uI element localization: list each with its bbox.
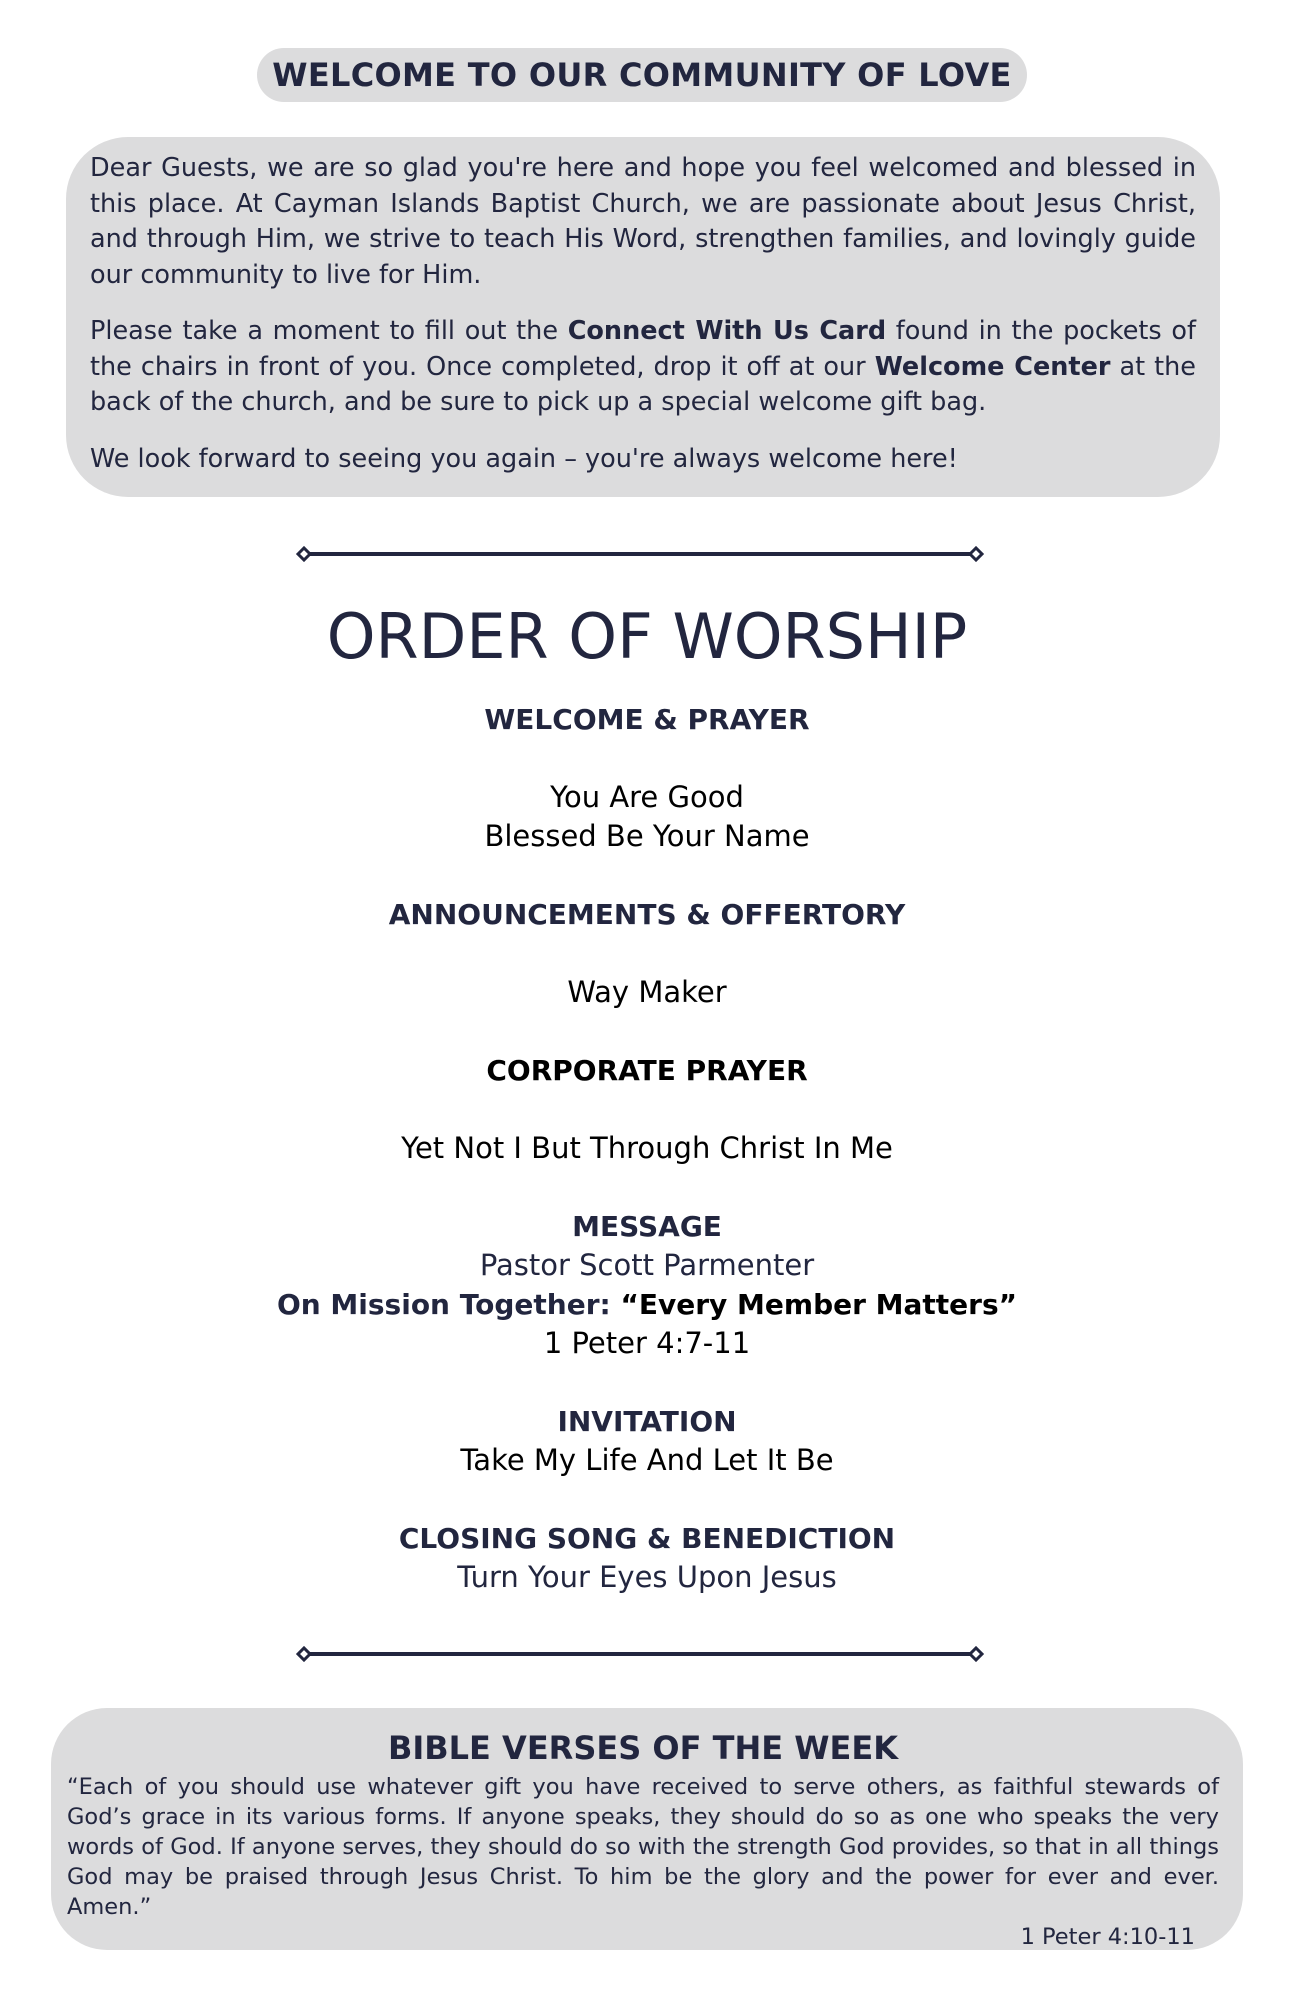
message-heading: MESSAGE <box>572 1210 722 1243</box>
welcome-message-panel <box>66 137 1220 497</box>
top-divider <box>296 546 984 562</box>
connect-card-label: Connect With Us Card <box>567 316 887 346</box>
welcome-prayer-heading: WELCOME & PRAYER <box>484 703 810 736</box>
welcome-p2-text-e: at the back of the church, and be sure to pick up a special welcome gift bag. <box>90 351 1196 417</box>
welcome-heading <box>257 48 1027 102</box>
announcements-heading: ANNOUNCEMENTS & OFFERTORY <box>388 898 906 931</box>
welcome-paragraph-1: Dear Guests, we are so glad you're here and hope you feel welcomed and blessed in this place. At Cayman Islands Baptist Church, we are passionate about Jesus Christ, and through Him, we strive to teach His Word, strengthen families, and lovingly guide our community to live for Him. <box>90 153 1196 290</box>
welcome-paragraph-2 <box>90 314 1196 421</box>
sermon-scripture: 1 Peter 4:7-11 <box>543 1326 751 1360</box>
bible-verses-panel <box>51 1708 1243 1950</box>
welcome-center-label: Welcome Center <box>874 351 1111 382</box>
welcome-p2-text-c: found in the pockets of the chairs in front of you. Once completed, drop it off at our <box>90 316 1196 382</box>
sermon-title <box>0 1285 1294 1324</box>
corporate-prayer-heading: CORPORATE PRAYER <box>486 1054 808 1087</box>
welcome-heading-text: WELCOME TO OUR COMMUNITY OF LOVE <box>272 56 1012 94</box>
sermon-series: On Mission Together: <box>276 1288 621 1321</box>
bible-verse-text: “Each of you should use whatever gift you have received to serve others, as faithful stewards of God’s grace in its various forms. If anyone speaks, they should do so as one who speaks the very words of God. If anyone serves, they should do so with the strength God provides, so that in all things God may be praised through Jesus Christ. To him be the glory and the power for ever and ever. Amen.” <box>67 1774 1219 1920</box>
closing-heading: CLOSING SONG & BENEDICTION <box>398 1522 896 1555</box>
song-turn-your-eyes: Turn Your Eyes Upon Jesus <box>457 1560 837 1594</box>
song-way-maker: Way Maker <box>567 975 727 1009</box>
order-of-worship-list <box>0 700 1294 1597</box>
order-of-worship-title: ORDER OF WORSHIP <box>326 600 968 673</box>
song-blessed-be-your-name: Blessed Be Your Name <box>484 819 810 853</box>
bible-verses-title: BIBLE VERSES OF THE WEEK <box>387 1729 899 1767</box>
invitation-heading: INVITATION <box>557 1405 737 1438</box>
welcome-p2-text-a: Please take a moment to fill out the <box>90 316 568 346</box>
song-yet-not-i: Yet Not I But Through Christ In Me <box>401 1131 893 1165</box>
bible-verse-reference: 1 Peter 4:10-11 <box>1020 1924 1195 1950</box>
song-you-are-good: You Are Good <box>550 780 744 814</box>
pastor-name: Pastor Scott Parmenter <box>479 1248 815 1282</box>
song-take-my-life: Take My Life And Let It Be <box>460 1443 834 1477</box>
welcome-paragraph-3: We look forward to seeing you again – you're always welcome here! <box>90 443 958 474</box>
sermon-subtitle: “Every Member Matters” <box>620 1288 1018 1321</box>
bottom-divider <box>296 1646 984 1662</box>
